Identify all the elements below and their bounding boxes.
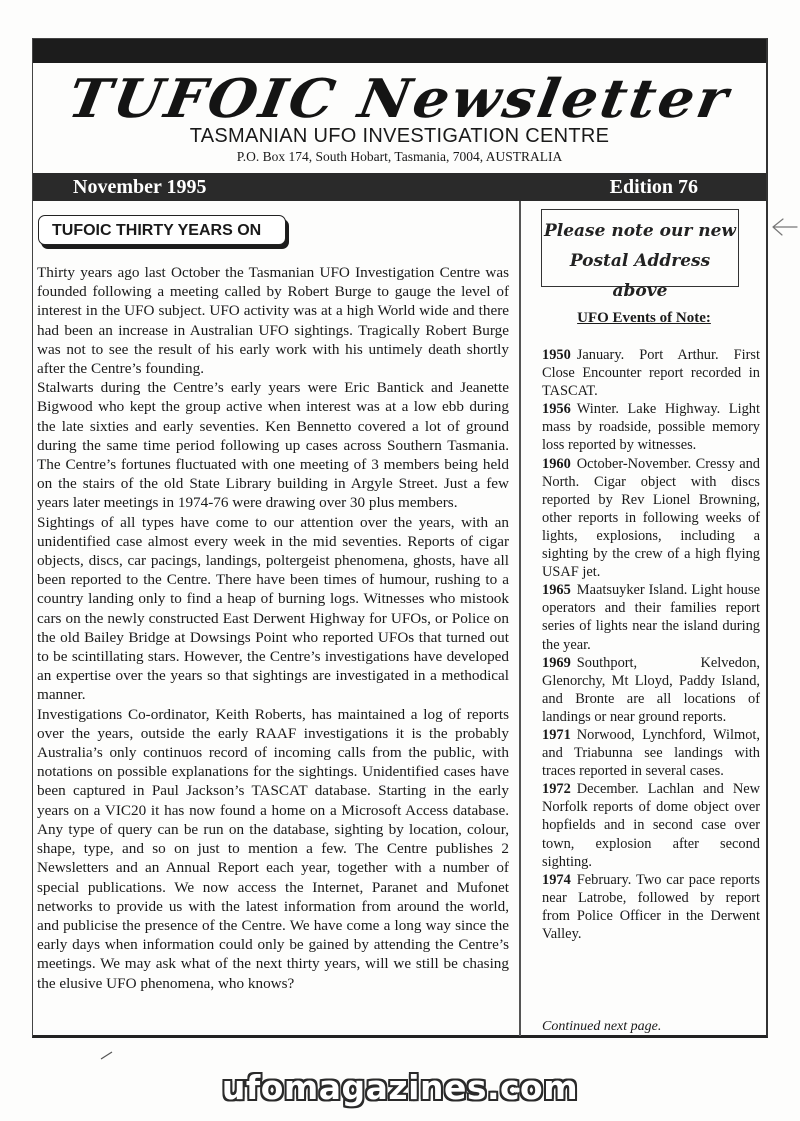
article-body: [37, 263, 509, 993]
issue-date: November 1995: [73, 176, 207, 198]
notice-line: Postal Address above: [569, 251, 711, 301]
event-item: [542, 455, 760, 582]
event-item: [542, 400, 760, 454]
events-heading: UFO Events of Note:: [577, 310, 711, 326]
article-paragraph: Sightings of all types have come to our attention over the years, with an unidentified case almost every week in the mid seventies. Reports of cigar objects, discs, car pacings, landings, poltergeist phenomena, ghosts, have all been reported to the Centre. There have been times of humour, rushing to a country landing only to find a heap of burning logs. Witnesses who mistook cars on the newly constructed East Derwent Highway for UFOs, or Police on the old Bailey Bridge at Dowsings Point who reported UFOs that turned out to be scintillating stars. However, the Centre’s investigations have developed an expertise over the years so that sightings are investigated in a methodical manner.: [37, 513, 509, 704]
event-item: [542, 654, 760, 726]
continued-note: Continued next page.: [542, 1019, 662, 1034]
handwritten-arrow-icon: [770, 216, 798, 238]
article-paragraph: Investigations Co-ordinator, Keith Roberts, has maintained a log of reports over the years, outside the early RAAF investigations it is the probably Australia’s only continuos record of incoming calls from the public, with notations on possible explanations for the sightings. Unidentified cases have been captured in Paul Jackson’s TASCAT database. Starting in the early years on a VIC20 it has now found a home on a Microsoft Access database. Any type of query can be run on the database, sighting by location, colour, shape, type, and so on just to mention a few. The Centre publishes 2 Newsletters and an Annual Report each year, together with a number of special publications. We now access the Internet, Paranet and Mufonet networks to provide us with the latest information from around the world, and publicise the presence of the Centre. We have come a long way since the early days when information could only be gained by attending the Centre’s meetings. We may ask what of the next thirty years, will we still be chasing the elusive UFO phenomena, who knows?: [37, 705, 509, 992]
newsletter-page: [32, 38, 768, 1038]
event-year: 1971: [542, 726, 571, 743]
postal-address: P.O. Box 174, South Hobart, Tasmania, 7004, AUSTRALIA: [236, 149, 563, 164]
event-item: [542, 780, 760, 870]
address-notice-box: [541, 209, 739, 301]
events-list: [542, 346, 760, 943]
event-text: February. Two car pace reports near Latrobe, followed by report from Police Officer in the Derwent Valley.: [542, 871, 760, 942]
event-text: January. Port Arthur. First Close Encounter report recorded in TASCAT.: [542, 347, 760, 400]
event-year: 1965: [542, 582, 571, 599]
article-heading: TUFOIC THIRTY YEARS ON: [38, 215, 286, 245]
event-year: 1969: [542, 654, 571, 671]
event-year: 1972: [542, 781, 571, 798]
event-year: 1974: [542, 871, 571, 888]
event-text: Norwood, Lynchford, Wilmot, and Triabunna see landings with traces reported in several cases.: [542, 726, 760, 780]
event-text: Maatsuyker Island. Light house operators and their families report series of lights near the island during the year.: [542, 582, 760, 653]
issue-bar: [33, 173, 766, 201]
newsletter-title: TUFOIC Newsletter: [63, 67, 736, 131]
event-item: [542, 346, 760, 400]
notice-line: Please note our new: [543, 221, 737, 241]
article-paragraph: Stalwarts during the Centre’s early years were Eric Bantick and Jeanette Bigwood who kept the group active when interest was at a low ebb during the late sixties and early seventies. Ken Bennetto covered a lot of ground during the same time period following up cases across Southern Tasmania. The Centre’s fortunes fluctuated with one meeting of 3 members being held on the stairs of the old State Library building in Argyle Street. Just a few years later meetings in 1974-76 were drawing over 30 plus members.: [37, 379, 509, 512]
event-text: Winter. Lake Highway. Light mass by roadside, possible memory loss reported by witnesses.: [542, 401, 760, 454]
event-text: Southport, Kelvedon, Glenorchy, Mt Lloyd, Paddy Island, and Bronte are all locations of landings or near ground reports.: [542, 654, 760, 725]
organization-name: TASMANIAN UFO INVESTIGATION CENTRE: [189, 125, 610, 147]
event-item: [542, 726, 760, 780]
event-item: [542, 581, 760, 653]
pen-mark-icon: [100, 1050, 114, 1060]
masthead: [33, 63, 766, 173]
event-year: 1960: [542, 455, 571, 472]
event-item: [542, 871, 760, 943]
watermark: ufomagazines.com: [221, 1068, 579, 1107]
event-year: 1950: [542, 347, 571, 363]
edition-number: Edition 76: [609, 176, 698, 198]
event-text: October-November. Cressy and North. Cigar object with discs reported by Rev Lionel Browning, other reports in following weeks of lights, explosions, including a sighting by the crew of a high flying USAF jet.: [542, 455, 760, 581]
top-black-bar: [33, 39, 766, 63]
article-paragraph: Thirty years ago last October the Tasmanian UFO Investigation Centre was founded following a meeting called by Robert Burge to gauge the level of interest in the UFO subject. UFO activity was at a high World wide and there had been an increase in Australian UFO sightings. Tragically Robert Burge was not to see the result of his early work with his untimely death shortly after the Centre’s founding.: [37, 264, 509, 378]
event-text: December. Lachlan and New Norfolk reports of dome object over hopfields and in second case over town, explosion after second sighting.: [542, 781, 760, 870]
event-year: 1956: [542, 401, 571, 418]
